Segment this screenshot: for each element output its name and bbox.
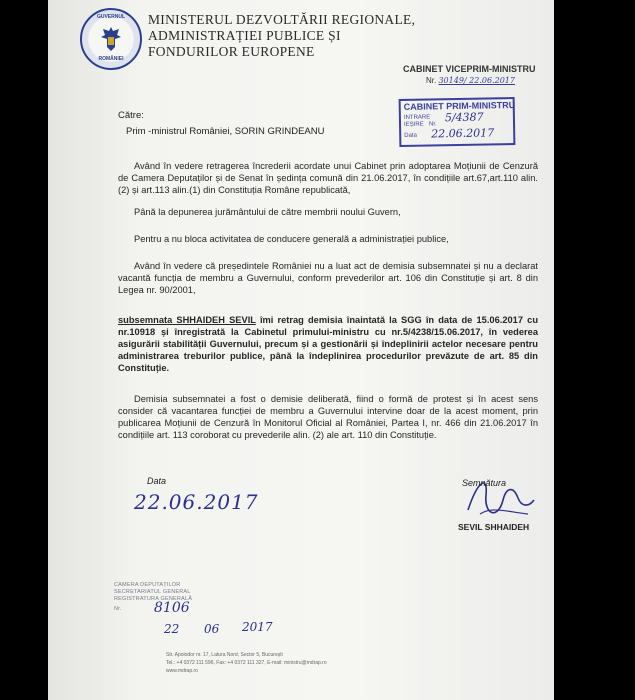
document-page	[48, 0, 554, 700]
paragraph-5	[118, 314, 538, 374]
to-label: Către:	[118, 110, 144, 121]
coat-of-arms-icon	[99, 25, 123, 53]
reg-number: 8106	[154, 600, 190, 616]
reg-date-day: 22	[164, 622, 180, 636]
paragraph-3: Pentru a nu bloca activitatea de conducere generală a administrației publice,	[134, 234, 449, 244]
stamp-number: 5/4387	[444, 110, 484, 125]
government-seal	[80, 8, 142, 70]
address-line-2: Tel.: +4 0372 111 596, Fax: +4 0372 111 327, E-mail: ministru@mdrap.ro	[166, 660, 327, 666]
paragraph-4: Având în vedere că președintele României nu a luat act de demisia subsemnatei și nu a declarat vacantă funcția de membru a Guvernului, conform prevederilor art. 106 din Constituție și art. 8 din Legea nr. 90/2001,	[118, 261, 538, 295]
stamp-date: 22.06.2017	[431, 126, 495, 141]
nr-label: Nr.	[426, 76, 437, 85]
reg-line-1: CAMERA DEPUTAȚILOR	[114, 582, 181, 588]
reg-line-3: REGISTRATURA GENERALĂ	[114, 596, 193, 602]
signer-name: SEVIL SHHAIDEH	[458, 522, 530, 532]
stamp-title: CABINET PRIM-MINISTRU	[403, 99, 516, 112]
stamp-data-label: Data	[404, 132, 417, 139]
paragraph-6: Demisia subsemnatei a fost o demisie deliberată, fiind o formă de protest și în acest sens consider că vacantarea funcției de membru a Guvernului intervine doar de la acest moment, prin publicarea Moțiunii de Cenzură în Monitorul Oficial al României, Partea I, nr. 466 din 21.06.2017 în condițiile art. 113 coroborat cu prevederile alin. (2) ale art. 110 din Constituție.	[118, 394, 538, 440]
ministry-heading	[148, 12, 415, 60]
vice-cabinet-title: CABINET VICEPRIM-MINISTRU	[403, 64, 536, 74]
date-label: Data	[147, 476, 167, 486]
stamp-nr-label: Nr.	[428, 121, 437, 128]
seal-bottom-text: ROMÂNIEI	[98, 56, 124, 62]
signature-label: Semnătura	[462, 478, 507, 488]
address-line-1: Str. Apolodor nr. 17, Latura Nord, Sector 5, București	[166, 652, 283, 658]
paragraph-5-text: îmi retrag demisia înaintată la SGG în data de 15.06.2017 cu nr.10918 și înregistrată la Cabinetul primului-ministru cu nr.5/4238/15.06.2017, în vederea asigurării stabilității Guvernului, precum și a gestionării și îndeplinirii actelor necesare pentru administrarea treburilor publice, până la îndeplinirea procedurilor prevăzute de art. 85 din Constituție.	[118, 315, 539, 373]
paragraph-2: Până la depunerea jurământului de către membrii noului Guvern,	[134, 207, 401, 217]
stamp-iesire-label: IEȘIRE	[403, 121, 424, 128]
ministry-line-2: ADMINISTRAȚIEI PUBLICE ȘI	[148, 28, 341, 43]
paragraph-1: Având în vedere retragerea încrederii acordate unui Cabinet prin adoptarea Moțiunii de Cenzură de Camera Deputaților și de Senat în ședința comună din 21.06.2017, în condițiile art.67,art.110 alin.(2) și art.113 alin.(1) din Constituția Române republicată,	[118, 161, 538, 195]
stamp-intrare-label: INTRARE	[403, 114, 431, 121]
reg-nr-label: Nr.	[114, 606, 122, 612]
ministry-line-1: MINISTERUL DEZVOLTĂRII REGIONALE,	[148, 12, 416, 27]
recipient: Prim -ministrul României, SORIN GRINDEANU	[126, 126, 325, 137]
registration-stamp	[114, 582, 273, 642]
ministry-line-3: FONDURILOR EUROPENE	[148, 44, 315, 59]
signer-name-inline: subsemnata SHHAIDEH SEVIL	[118, 315, 256, 325]
handwritten-date: 22.06.2017	[134, 490, 259, 514]
seal-top-text: GUVERNUL	[96, 14, 126, 20]
pm-cabinet-stamp	[399, 97, 516, 147]
reg-date-month: 06	[204, 622, 220, 636]
reg-line-2: SECRETARIATUL GENERAL	[114, 589, 191, 595]
nr-value: 30149/ 22.06.2017	[438, 76, 515, 85]
reg-date-year: 2017	[242, 620, 273, 634]
vice-cabinet-number	[426, 76, 515, 85]
address-line-3: www.mdrap.ro	[166, 668, 198, 674]
